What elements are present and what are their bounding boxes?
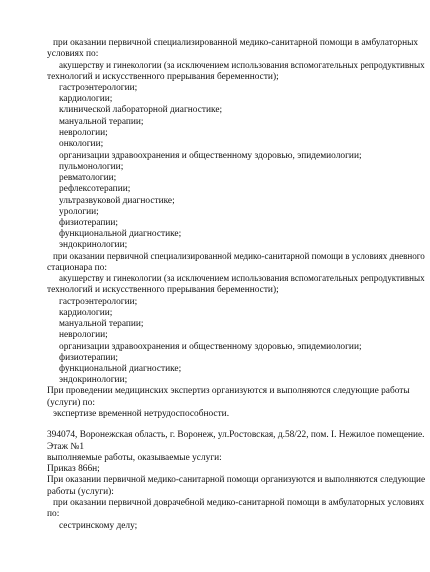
text-line: рефлексотерапии; <box>59 184 131 194</box>
text-line: при оказании первичной доврачебной медико-санитарной помощи в амбулаторных условиях <box>53 498 425 508</box>
text-line: функциональной диагностике; <box>59 229 182 239</box>
text-line: условиях по: <box>47 49 99 59</box>
text-line: физиотерапии; <box>59 353 119 363</box>
text-line: Приказ 866н; <box>47 464 100 474</box>
text-line: гастроэнтерологии; <box>59 297 138 307</box>
text-line: выполняемые работы, оказываемые услуги: <box>47 453 222 463</box>
text-line: ревматологии; <box>59 173 117 183</box>
text-line: При оказании первичной медико-санитарной помощи организуются и выполняются следующие <box>47 475 426 485</box>
text-line: стационара по: <box>47 263 107 273</box>
text-line: кардиологии; <box>59 308 113 318</box>
text-line: клинической лабораторной диагностике; <box>59 105 223 115</box>
text-line: при оказании первичной специализированной медико-санитарной помощи в условиях дневного <box>53 252 425 262</box>
text-line: урологии; <box>59 207 99 217</box>
text-line: мануальной терапии; <box>59 319 144 329</box>
text-line: эндокринологии; <box>59 240 128 250</box>
text-line: сестринскому делу; <box>59 521 138 531</box>
text-line: При проведении медицинских экспертиз организуются и выполняются следующие работы <box>47 386 410 396</box>
text-line: неврологии; <box>59 128 108 138</box>
text-line: Этаж №1 <box>47 442 85 452</box>
text-line: акушерству и гинекологии (за исключением использования вспомогательных репродуктивных <box>59 61 425 71</box>
text-line: при оказании первичной специализированной медико-санитарной помощи в амбулаторных <box>53 38 419 48</box>
text-line: ультразвуковой диагностике; <box>59 196 175 206</box>
text-line: мануальной терапии; <box>59 117 144 127</box>
text-line: эндокринологии; <box>59 375 128 385</box>
text-line: организации здравоохранения и общественному здоровью, эпидемиологии; <box>59 342 362 352</box>
text-line: функциональной диагностике; <box>59 364 182 374</box>
text-line: акушерству и гинекологии (за исключением использования вспомогательных репродуктивных <box>59 274 425 284</box>
text-line: онкологии; <box>59 139 104 149</box>
text-line: организации здравоохранения и общественному здоровью, эпидемиологии; <box>59 151 362 161</box>
address-line: 394074, Воронежская область, г. Воронеж, ул.Ростовская, д.58/22, пом. I. Нежилое помещение. <box>47 430 425 440</box>
text-line: физиотерапии; <box>59 218 119 228</box>
text-line: по: <box>47 509 60 519</box>
text-line: (услуги) по: <box>47 398 95 408</box>
text-line: экспертизе временной нетрудоспособности. <box>53 409 230 419</box>
text-line: кардиологии; <box>59 94 113 104</box>
text-line: технологий и искусственного прерывания беременности); <box>47 285 279 295</box>
text-line: гастроэнтерологии; <box>59 83 138 93</box>
text-line: технологий и искусственного прерывания беременности); <box>47 72 279 82</box>
text-line: неврологии; <box>59 330 108 340</box>
text-line: пульмонологии; <box>59 162 124 172</box>
text-line: работы (услуги): <box>47 487 114 497</box>
